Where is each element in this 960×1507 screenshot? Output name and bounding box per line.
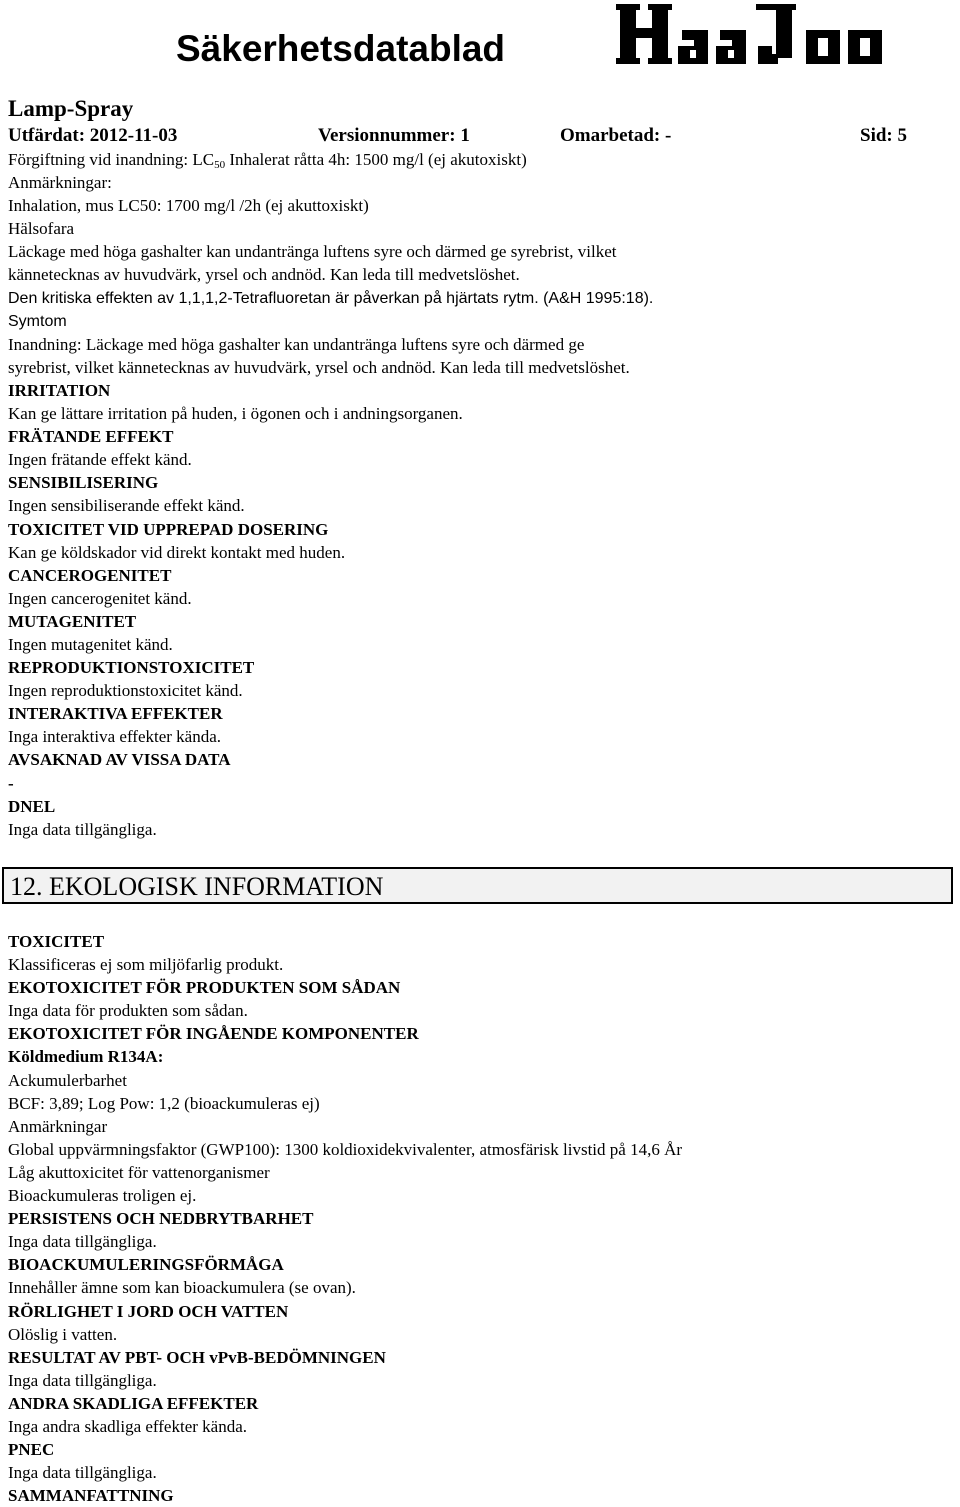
- text-line: Inga interaktiva effekter kända.: [8, 727, 222, 747]
- lc50-line: Förgiftning vid inandning: $LC_{50}$ Inhalerat råtta 4h: 1500 mg/l (ej akutoxiskt): [8, 150, 527, 171]
- subheading: PNEC: [8, 1440, 55, 1460]
- text-line: Kan ge köldskador vid direkt kontakt med huden.: [8, 542, 346, 562]
- subheading: PERSISTENS OCH NEDBRYTBARHET: [8, 1209, 314, 1229]
- subheading: SAMMANFATTNING: [8, 1486, 174, 1506]
- text-line: Ingen frätande effekt känd.: [8, 450, 192, 470]
- subheading: SENSIBILISERING: [8, 473, 159, 493]
- text-line: Anmärkningar: [8, 1116, 108, 1136]
- product-name: Lamp-Spray: [8, 96, 134, 121]
- ecology-section: [8, 930, 953, 1507]
- component-name: Köldmedium R134A:: [8, 1047, 164, 1067]
- document-title: Säkerhetsdatablad: [176, 28, 506, 69]
- subheading: RÖRLIGHET I JORD OCH VATTEN: [8, 1301, 289, 1321]
- text-line: Inga data tillgängliga.: [8, 1370, 157, 1390]
- text-line: Inga data för produkten som sådan.: [8, 1001, 248, 1021]
- company-logo: [616, 0, 956, 68]
- text-line: Inga data tillgängliga.: [8, 819, 157, 839]
- section-12-header: [2, 867, 953, 904]
- subheading: REPRODUKTIONSTOXICITET: [8, 658, 255, 678]
- subheading: EKOTOXICITET FÖR PRODUKTEN SOM SÅDAN: [8, 978, 401, 998]
- text-line: Låg akuttoxicitet för vattenorganismer: [8, 1162, 270, 1182]
- text-line: Olöslig i vatten.: [8, 1324, 118, 1344]
- subheading: CANCEROGENITET: [8, 565, 172, 585]
- section-12-title: 12. EKOLOGISK INFORMATION: [10, 872, 384, 901]
- text-line: Inandning: Läckage med höga gashalter kan undantränga luftens syre och därmed ge: [8, 334, 585, 354]
- text-line: Global uppvärmningsfaktor (GWP100): 1300 koldioxidekvivalenter, atmosfärisk livstid på 14,6 År: [8, 1139, 683, 1159]
- text-line: Bioackumuleras troligen ej.: [8, 1186, 197, 1206]
- subheading: MUTAGENITET: [8, 611, 137, 631]
- symptoms-label: Symtom: [8, 312, 67, 330]
- subheading: AVSAKNAD AV VISSA DATA: [8, 750, 231, 770]
- text-line: Inhalation, mus LC50: 1700 mg/l /2h (ej akuttoxiskt): [8, 196, 369, 216]
- revised-date: Omarbetad: -: [560, 125, 672, 146]
- subheading: EKOTOXICITET FÖR INGÅENDE KOMPONENTER: [8, 1024, 419, 1044]
- text-line: Den kritiska effekten av 1,1,1,2-Tetrafluoretan är påverkan på hjärtats rytm. (A&H 1995:18).: [8, 289, 654, 307]
- subheading: IRRITATION: [8, 380, 111, 400]
- page-number: Sid: 5: [860, 125, 907, 146]
- health-hazard-label: Hälsofara: [8, 219, 75, 239]
- subheading: ANDRA SKADLIGA EFFEKTER: [8, 1393, 259, 1413]
- text-line: BCF: 3,89; Log Pow: 1,2 (bioackumuleras ej): [8, 1093, 320, 1113]
- text-line: Innehåller ämne som kan bioackumulera (se ovan).: [8, 1278, 356, 1298]
- text-line: Inga data tillgängliga.: [8, 1463, 157, 1483]
- remarks-label: Anmärkningar:: [8, 173, 112, 193]
- text-line: -: [8, 773, 14, 793]
- toxicology-section: [8, 148, 953, 841]
- text-line: Inga data tillgängliga.: [8, 1232, 157, 1252]
- text-line: Läckage med höga gashalter kan undantränga luftens syre och därmed ge syrebrist, vilket: [8, 242, 617, 262]
- text-line: syrebrist, vilket kännetecknas av huvudvärk, yrsel och andnöd. Kan leda till medvetslöshet.: [8, 357, 630, 377]
- text-line: Inga andra skadliga effekter kända.: [8, 1416, 247, 1436]
- subheading: BIOACKUMULERINGSFÖRMÅGA: [8, 1255, 284, 1275]
- subheading: INTERAKTIVA EFFEKTER: [8, 704, 223, 724]
- text-line: Ingen mutagenitet känd.: [8, 634, 173, 654]
- subheading: FRÄTANDE EFFEKT: [8, 427, 174, 447]
- subheading: RESULTAT AV PBT- OCH vPvB-BEDÖMNINGEN: [8, 1347, 386, 1367]
- text-line: Kan ge lättare irritation på huden, i ögonen och i andningsorganen.: [8, 404, 463, 424]
- text-line: Ingen sensibiliserande effekt känd.: [8, 496, 245, 516]
- subheading: TOXICITET VID UPPREPAD DOSERING: [8, 519, 329, 539]
- issued-date: Utfärdat: 2012-11-03: [8, 125, 178, 146]
- subheading: DNEL: [8, 796, 56, 816]
- text-line: kännetecknas av huvudvärk, yrsel och andnöd. Kan leda till medvetslöshet.: [8, 265, 520, 285]
- version-number: Versionnummer: 1: [318, 125, 470, 146]
- text-line: Ingen cancerogenitet känd.: [8, 588, 192, 608]
- subheading: TOXICITET: [8, 932, 105, 951]
- text-line: Klassificeras ej som miljöfarlig produkt.: [8, 955, 284, 975]
- text-line: Ackumulerbarhet: [8, 1070, 127, 1090]
- text-line: Ingen reproduktionstoxicitet känd.: [8, 681, 243, 701]
- company-logo-graphic: [616, 0, 956, 68]
